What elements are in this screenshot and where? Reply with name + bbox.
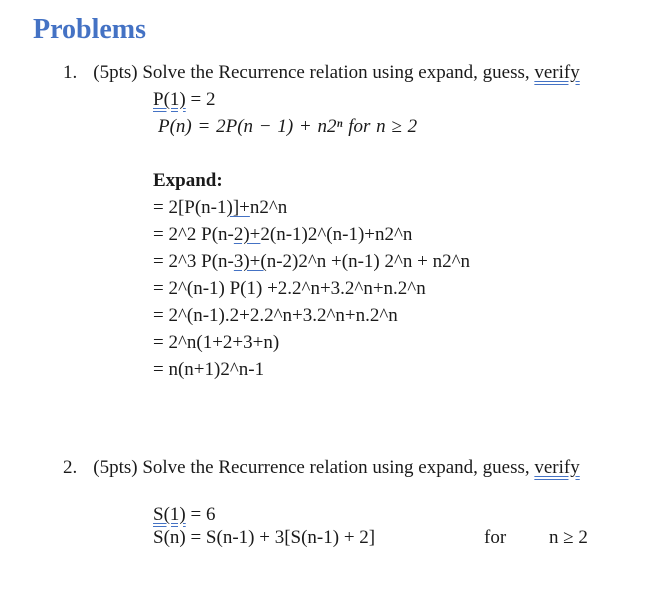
expand-step-4: = 2^(n-1) P(1) +2.2^n+3.2^n+n.2^n — [153, 278, 426, 299]
expand-step-6: = 2^n(1+2+3+n) — [153, 332, 280, 353]
problem-2-base-case — [153, 504, 215, 526]
problem-2-verify-word: verify — [534, 457, 580, 478]
problem-1-text: Solve the Recurrence relation using expand, guess, — [142, 62, 530, 83]
problem-1-recurrence: P(n) = 2P(n − 1) + n2ⁿ for n ≥ 2 — [158, 116, 418, 137]
base-case-function: S(1) — [153, 504, 186, 525]
problem-2-points: (5pts) — [93, 457, 138, 478]
expand-step-1: = 2[P(n-1)]+n2^n — [153, 197, 288, 218]
problem-2-statement — [63, 457, 580, 479]
problem-1-number: 1. — [63, 62, 78, 83]
problem-1-statement — [63, 62, 580, 84]
base-case-value: = 2 — [185, 89, 216, 110]
problem-2-condition: n ≥ 2 — [549, 527, 588, 548]
base-case-function: P(1) — [153, 89, 186, 110]
expand-step-5: = 2^(n-1).2+2.2^n+3.2^n+n.2^n — [153, 305, 398, 326]
expand-step-7: = n(n+1)2^n-1 — [153, 359, 265, 380]
problem-2-for-label: for — [484, 527, 507, 548]
page-title: Problems — [33, 14, 147, 45]
problem-2-number: 2. — [63, 457, 78, 478]
base-case-value: = 6 — [185, 504, 216, 525]
expand-step-3: = 2^3 P(n-3)+(n-2)2^n +(n-1) 2^n + n2^n — [153, 251, 471, 272]
problem-2-recurrence: S(n) = S(n-1) + 3[S(n-1) + 2] — [153, 527, 376, 548]
problem-1-base-case — [153, 89, 215, 111]
problem-2-text: Solve the Recurrence relation using expand, guess, — [142, 457, 530, 478]
expand-step-2: = 2^2 P(n-2)+2(n-1)2^(n-1)+n2^n — [153, 224, 413, 245]
expand-heading: Expand: — [153, 170, 223, 191]
problem-1-verify-word: verify — [534, 62, 580, 83]
problem-1-points: (5pts) — [93, 62, 138, 83]
